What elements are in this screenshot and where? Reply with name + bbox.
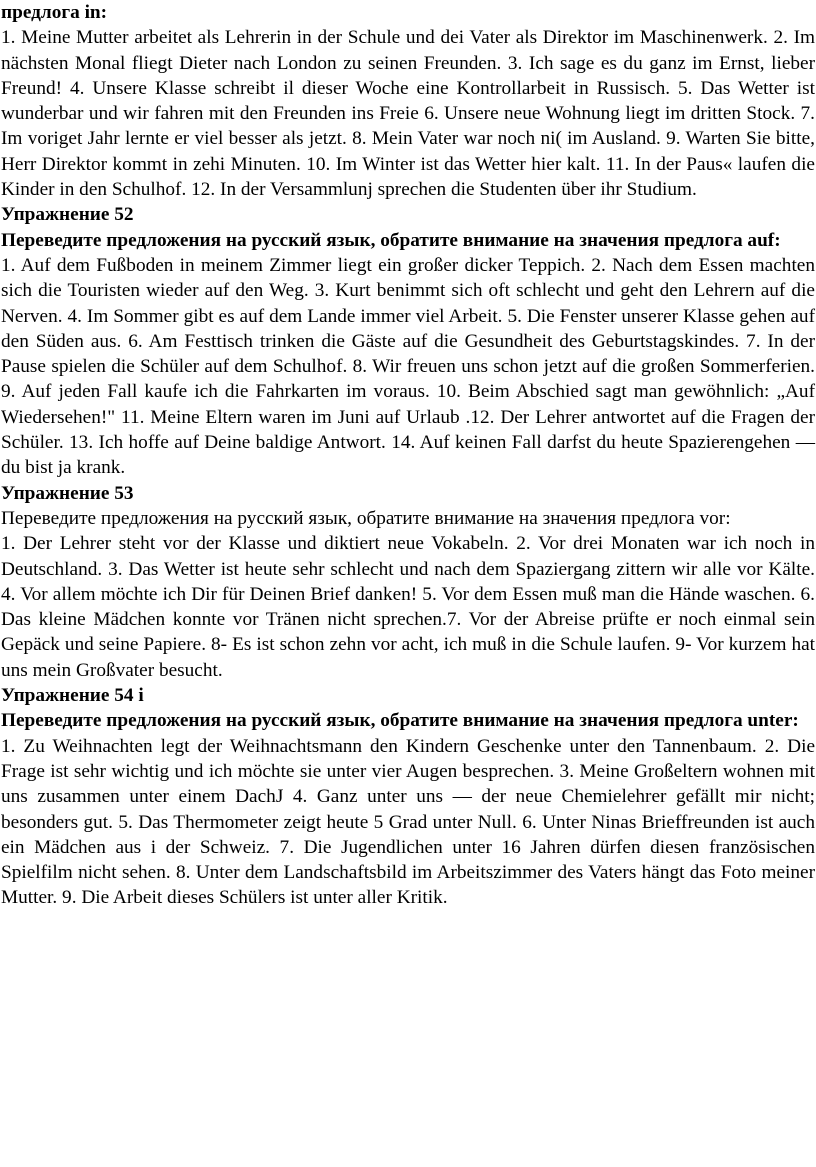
exercise-54-title: Упражнение 54 i — [1, 685, 144, 707]
exercise-53-title: Упражнение 53 — [1, 482, 134, 504]
exercise-52-instruction: Переведите предложения на русский язык, обратите внимание на значения предлога auf: — [1, 229, 781, 251]
continued-heading: предлога in: — [1, 2, 108, 23]
exercise-52-text: 1. Auf dem Fußboden in meinem Zimmer liegt ein großer dicker Teppich. 2. Nach dem Essen machten sich die Touristen wieder auf den Weg. 3. Kurt benimmt sich oft schlecht und geht den Lehrern auf die Nerven. 4. Im Sommer gibt es auf dem Lande immer viel Arbeit. 5. Die Fenster unserer Klasse gehen auf den Süden aus. 6. Am Festtisch trinken die Gäste auf die Gesundheit des Geburtstagskindes. 7. In der Pause spielen die Schüler auf dem Schulhof. 8. Wir freuen uns schon jetzt auf die großen Sommerferien. 9. Auf jeden Fall kaufe ich die Fahrkarten im voraus. 10. Beim Abschied sagt man gewöhnlich: „Auf Wiedersehen!" 11. Meine Eltern waren im Juni auf Urlaub .12. Der Lehrer antwortet auf die Fragen der Schüler. 13. Ich hoffe auf Deine baldige Antwort. 14. Auf keinen Fall darfst du heute Spazierengehen — du bist ja krank. — [1, 254, 815, 479]
exercise-54-instruction: Переведите предложения на русский язык, обратите внимание на значения предлога unter: — [1, 710, 799, 732]
exercise-54-text: 1. Zu Weihnachten legt der Weihnachtsmann den Kindern Geschenke unter den Tannenbaum. 2. Die Frage ist sehr wichtig und ich möchte sie unter vier Augen besprechen. 3. Meine Großeltern wohnen mit uns zusammen unter einem DachJ 4. Ganz unter uns — der neue Chemielehrer gefällt mir nicht; besonders gut. 5. Das Thermometer zeigt heute 5 Grad unter Null. 6. Unter Ninas Brieffreunden ist auch ein Mädchen aus i der Schweiz. 7. Die Jugendlichen unter 16 Jahren dürfen diesen französischen Spielfilm nicht sehen. 8. Unter dem Landschaftsbild im Arbeitszimmer des Vaters hängt das Foto meiner Mutter. 9. Die Arbeit dieses Schülers ist unter aller Kritik. — [1, 735, 815, 909]
exercise-53-text: 1. Der Lehrer steht vor der Klasse und diktiert neue Vokabeln. 2. Vor drei Monaten war ich noch in Deutschland. 3. Das Wetter ist heute sehr schlecht und nach dem Spaziergang zittern wir alle vor Kälte. 4. Vor allem möchte ich Dir für Deinen Brief danken! 5. Vor dem Essen muß man die Hände waschen. 6. Das kleine Mädchen konnte vor Tränen nicht sprechen.7. Vor der Abreise prüfte er noch einmal sein Gepäck und seine Papiere. 8- Es ist schon zehn vor acht, ich muß in die Schule laufen. 9- Vor kurzem hat uns mein Großvater besucht. — [1, 533, 815, 681]
exercise-52-title: Упражнение 52 — [1, 204, 134, 226]
exercise-51-text: 1. Meine Mutter arbeitet als Lehrerin in der Schule und dei Vater als Direktor im Maschinenwerk. 2. Im nächsten Monal fliegt Dieter nach London zu seinen Freunden. 3. Ich sage es du ganz im Ernst, lieber Freund! 4. Unsere Klasse schreibt il dieser Woche eine Kontrollarbeit in Russisch. 5. Das Wetter ist wunderbar und wir fahren mit den Freunden ins Freie 6. Unsere neue Wohnung liegt im dritten Stock. 7. Im voriget Jahr lernte er viel besser als jetzt. 8. Mein Vater war noch ni( im Ausland. 9. Warten Sie bitte, Herr Direktor kommt in zehi Minuten. 10. Im Winter ist das Wetter hier kalt. 11. In der Paus« laufen die Kinder in den Schulhof. 12. In der Versammlunj sprechen die Studenten über ihr Studium. — [1, 27, 815, 201]
exercise-53-instruction: Переведите предложения на русский язык, обратите внимание на значения предлога vor: — [1, 507, 731, 529]
